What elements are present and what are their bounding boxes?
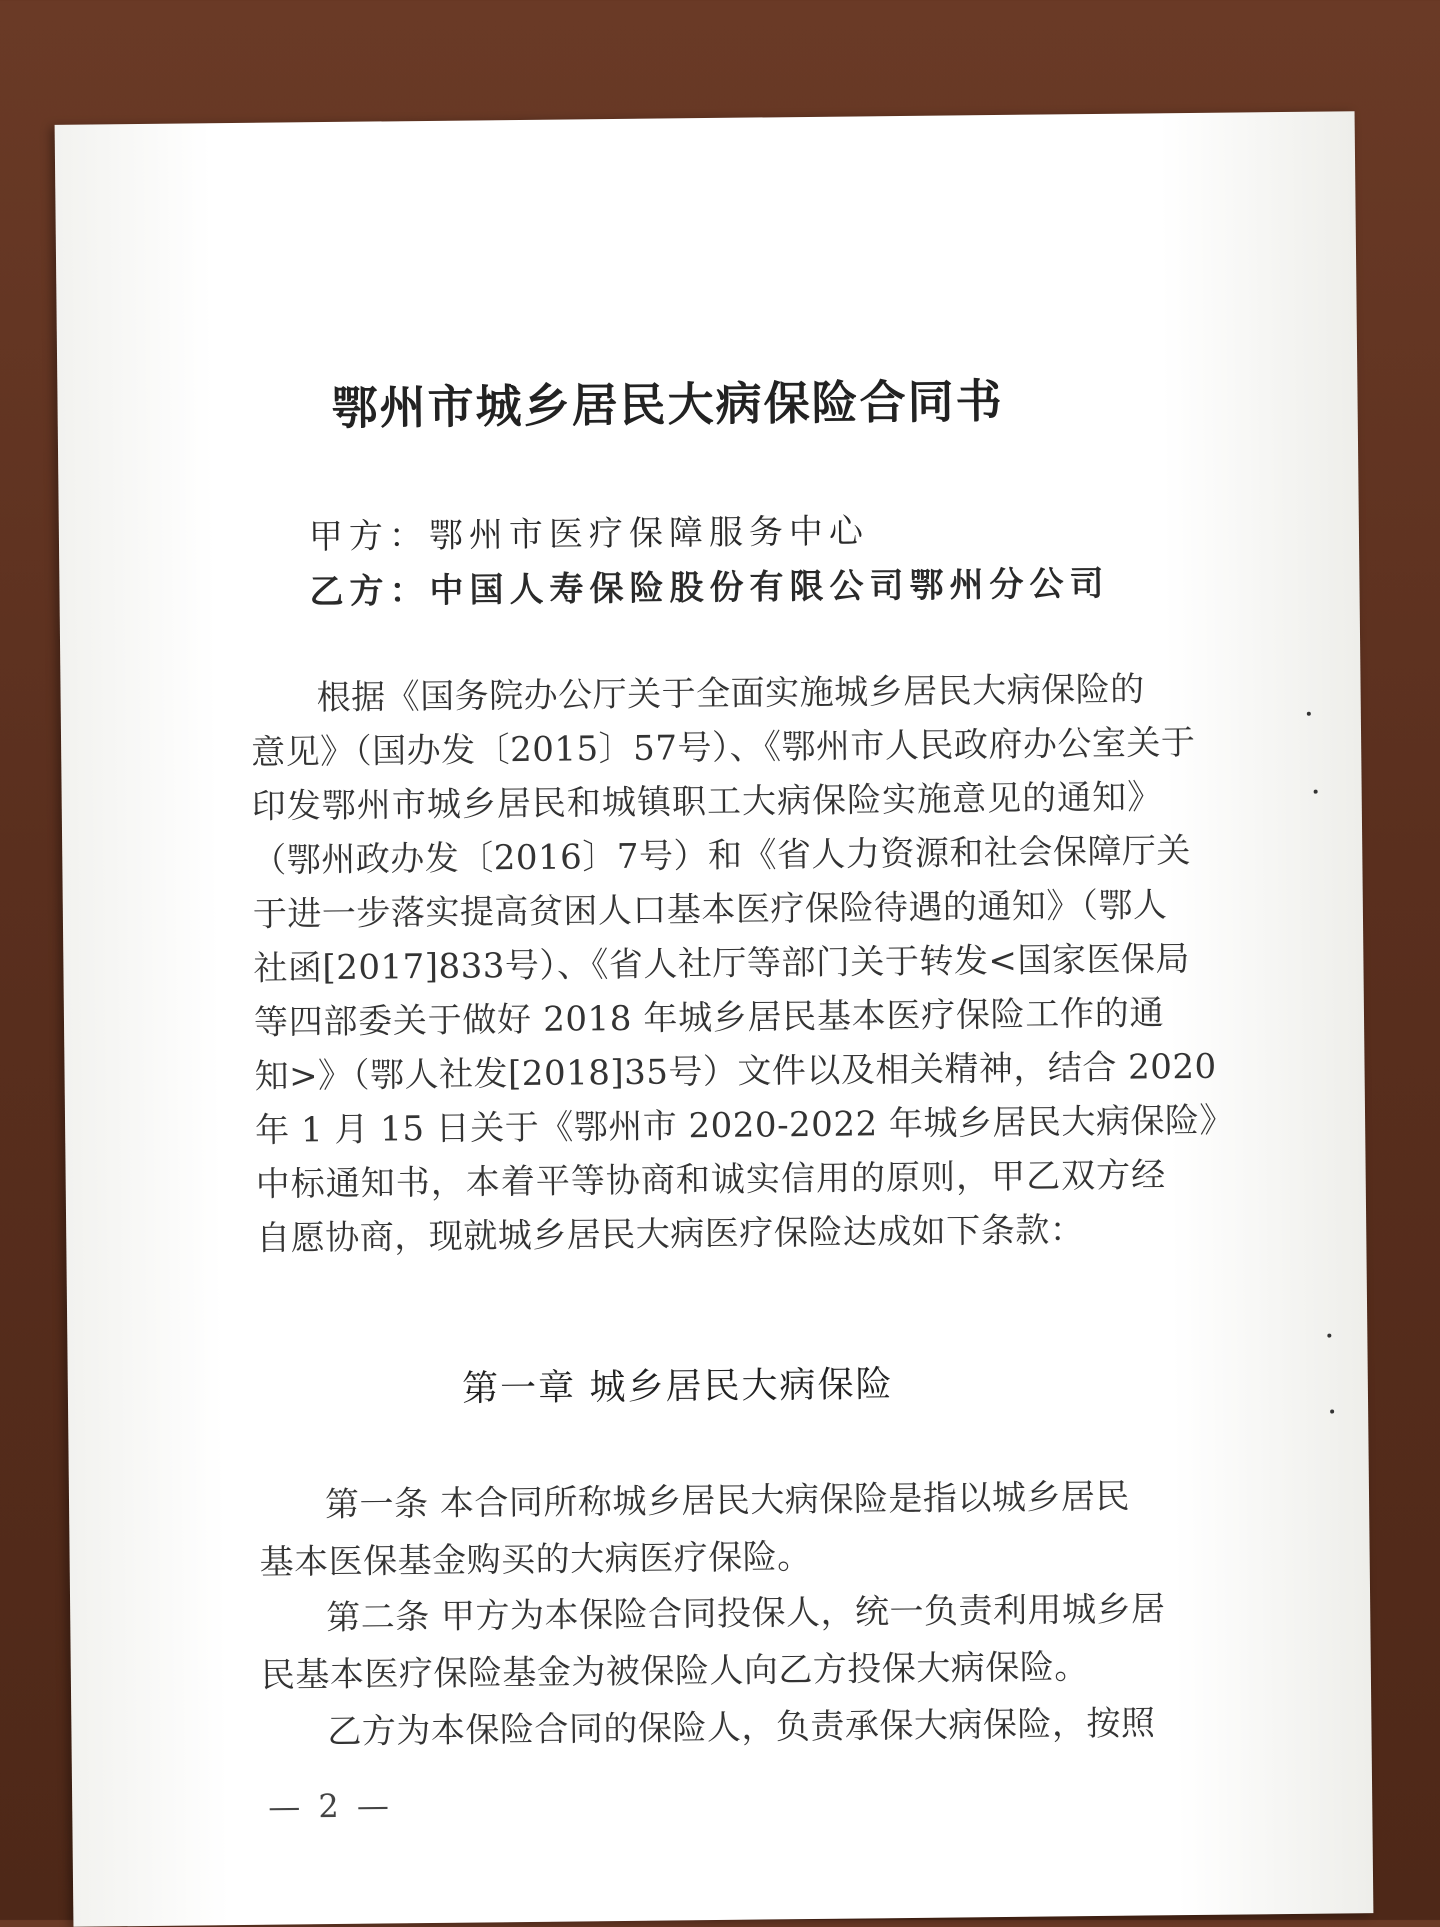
paper-speck — [1314, 790, 1318, 794]
document-page — [55, 111, 1374, 1927]
paper-speck — [1307, 712, 1311, 716]
document-title: 鄂州市城乡居民大病保险合同书 — [331, 373, 1004, 435]
party-b-line — [309, 556, 1109, 613]
preamble-line: （鄂州政办发〔2016〕7号）和《省人力资源和社会保障厅关 — [252, 830, 1192, 881]
preamble-line: 等四部委关于做好 2018 年城乡居民基本医疗保险工作的通 — [253, 993, 1165, 1043]
preamble-line: 社函[2017]833号）、《省人社厅等部门关于转发<国家医保局 — [253, 939, 1191, 989]
preamble-line: 自愿协商，现就城乡居民大病医疗保险达成如下条款： — [256, 1210, 1085, 1259]
article-line: 第一条 本合同所称城乡居民大病保险是指以城乡居民 — [324, 1476, 1131, 1526]
preamble-line: 于进一步落实提高贫困人口基本医疗保险待遇的通知》（鄂人 — [252, 885, 1168, 935]
party-b-label: 乙方： — [309, 570, 430, 613]
party-a-line — [309, 503, 869, 558]
preamble-line: 根据《国务院办公厅关于全面实施城乡居民大病保险的 — [316, 669, 1145, 719]
preamble-line: 意见》（国办发〔2015〕57号）、《鄂州市人民政府办公室关于 — [250, 722, 1196, 773]
page-number: — 2 — — [268, 1786, 394, 1826]
article-line: 乙方为本保险合同的保险人，负责承保大病保险，按照 — [327, 1703, 1156, 1753]
chapter-heading: 第一章 城乡居民大病保险 — [461, 1364, 894, 1410]
party-a-name: 鄂州市医疗保障服务中心 — [428, 511, 870, 556]
article-line: 民基本医疗保险基金为被保险人向乙方投保大病保险。 — [260, 1647, 1090, 1696]
article-line: 基本医保基金购买的大病医疗保险。 — [259, 1537, 812, 1583]
article-line: 第二条 甲方为本保险合同投保人，统一负责利用城乡居 — [326, 1589, 1166, 1639]
paper-speck — [1330, 1410, 1334, 1414]
paper-speck — [1327, 1334, 1331, 1338]
preamble-line: 印发鄂州市城乡居民和城镇职工大病保险实施意见的通知》 — [251, 777, 1162, 827]
preamble-line: 知>》（鄂人社发[2018]35号）文件以及相关精神，结合 2020 — [254, 1046, 1217, 1097]
party-a-label: 甲方： — [308, 515, 430, 558]
party-b-name: 中国人寿保险股份有限公司鄂州分公司 — [429, 563, 1110, 611]
preamble-line: 年 1 月 15 日关于《鄂州市 2020-2022 年城乡居民大病保险》 — [254, 1100, 1235, 1151]
preamble-line: 中标通知书，本着平等协商和诚实信用的原则，甲乙双方经 — [255, 1155, 1166, 1205]
